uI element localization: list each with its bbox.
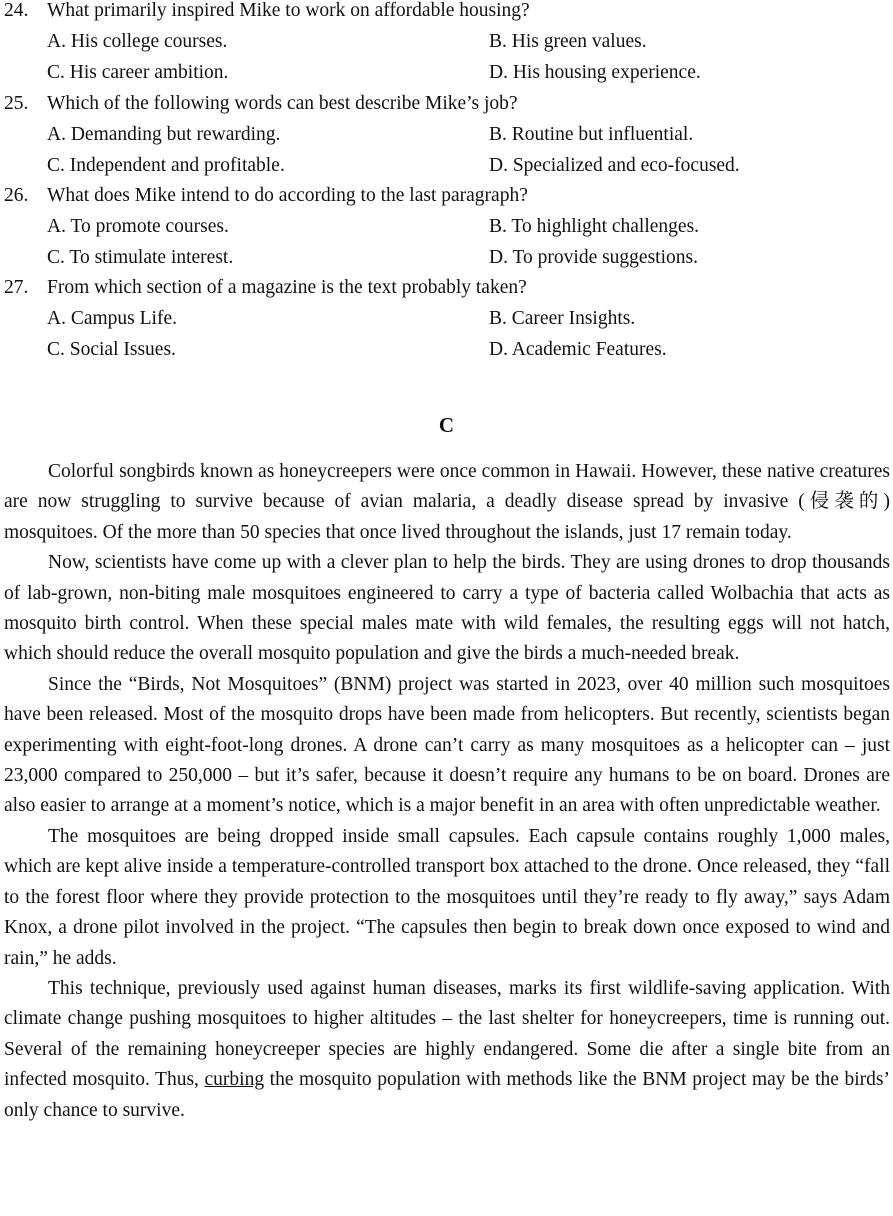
option-c[interactable]: C. His career ambition.: [47, 62, 229, 83]
question-number: 24.: [4, 0, 29, 21]
passage-paragraph-4: The mosquitoes are being dropped inside small capsules. Each capsule contains roughly 1,000 males, which are kept alive inside a temperature-controlled transport box attached to the drone. Once released, they “fall to the forest floor where they provide protection to the mosquitoes until they’re ready to fly away,” says Adam Knox, a drone pilot involved in the project. “The capsules then begin to break down once exposed to wind and rain,” he adds.: [4, 825, 890, 969]
option-b[interactable]: B. Routine but influential.: [489, 124, 694, 145]
question-26: [0, 180, 893, 273]
passage-paragraph-3: Since the “Birds, Not Mosquitoes” (BNM) project was started in 2023, over 40 million such mosquitoes have been released. Most of the mosquito drops have been made from helicopters. But recently, scientists began experimenting with eight-foot-long drones. A drone can’t carry as many mosquitoes as a helicopter can – just 23,000 compared to 250,000 – but it’s safer, because it doesn’t require any humans to be on board. Drones are also easier to arrange at a moment’s notice, which is a major benefit in an area with often unpredictable weather.: [4, 673, 890, 817]
reading-passage: [4, 457, 890, 1126]
question-number: 25.: [4, 93, 29, 114]
option-d[interactable]: D. Academic Features.: [489, 339, 667, 360]
passage-paragraph-2: Now, scientists have come up with a clever plan to help the birds. They are using drones to drop thousands of lab-grown, non-biting male mosquitoes engineered to carry a type of bacteria called Wolbachia that acts as mosquito birth control. When these special males mate with wild females, the resulting eggs will not hatch, which should reduce the overall mosquito population and give the birds a much-needed break.: [4, 552, 890, 665]
paragraph-text-before: This technique, previously used against human diseases, marks its first wildlife-saving application. With climate change pushing mosquitoes to higher altitudes – the last shelter for honeycreepers, time is running out. Several of the remaining honeycreeper species are highly endangered. Some die after a single bite from an infected mosquito. Thus,: [4, 977, 890, 1091]
option-b[interactable]: B. Career Insights.: [489, 308, 636, 329]
passage-paragraph-5: [4, 974, 890, 1126]
option-a[interactable]: A. Demanding but rewarding.: [47, 124, 281, 145]
paragraph-text-after: the mosquito population with methods like the BNM project may be the birds’ only chance to survive.: [4, 1069, 890, 1121]
option-b[interactable]: B. His green values.: [489, 31, 647, 52]
option-a[interactable]: A. Campus Life.: [47, 308, 177, 329]
passage-paragraph-1: Colorful songbirds known as honeycreepers were once common in Hawaii. However, these native creatures are now struggling to survive because of avian malaria, a deadly disease spread by invasive (侵袭的) mosquitoes. Of the more than 50 species that once lived throughout the islands, just 17 remain today.: [4, 461, 890, 543]
question-text: Which of the following words can best describe Mike’s job?: [47, 93, 518, 114]
option-b[interactable]: B. To highlight challenges.: [489, 216, 700, 237]
question-text: What primarily inspired Mike to work on affordable housing?: [47, 0, 530, 21]
option-d[interactable]: D. His housing experience.: [489, 62, 701, 83]
section-title: C: [438, 413, 455, 437]
option-d[interactable]: D. To provide suggestions.: [489, 247, 698, 268]
question-27: [0, 272, 893, 365]
question-24: [0, 0, 893, 88]
option-c[interactable]: C. Independent and profitable.: [47, 155, 285, 176]
question-number: 27.: [4, 277, 29, 298]
option-c[interactable]: C. Social Issues.: [47, 339, 176, 360]
option-a[interactable]: A. His college courses.: [47, 31, 228, 52]
option-c[interactable]: C. To stimulate interest.: [47, 247, 234, 268]
question-text: From which section of a magazine is the text probably taken?: [47, 277, 527, 298]
option-a[interactable]: A. To promote courses.: [47, 216, 229, 237]
option-d[interactable]: D. Specialized and eco-focused.: [489, 155, 740, 176]
question-text: What does Mike intend to do according to the last paragraph?: [47, 185, 528, 206]
question-25: [0, 88, 893, 181]
underlined-word: curbing: [204, 1069, 265, 1091]
question-number: 26.: [4, 185, 29, 206]
